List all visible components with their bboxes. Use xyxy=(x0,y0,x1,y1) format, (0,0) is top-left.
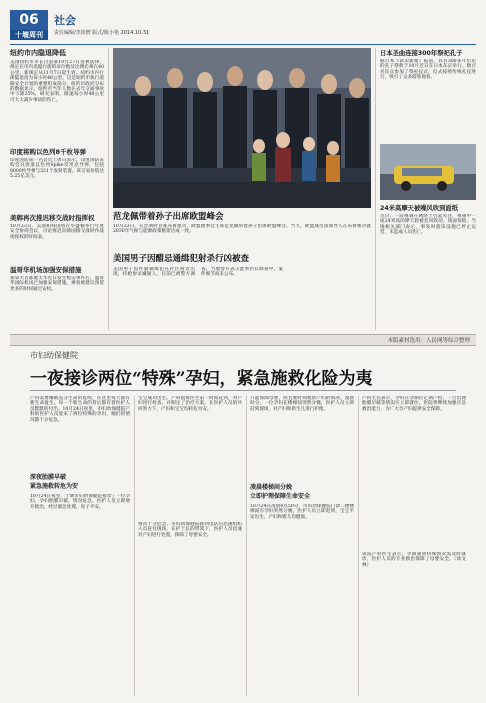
eu-summit-photo xyxy=(113,48,371,208)
masthead-rule xyxy=(10,44,476,45)
right-column-rule xyxy=(375,48,376,330)
bottom-col-3-text: 只能保障母婴，而且要时刻观察产妇的情况。凌晨时分，一位孕妇在楼梯间突然分娩，医护人员立即赶到现场，对产妇和新生儿进行护理。 xyxy=(250,396,354,412)
left-headline-4: 温哥华机场加强安保措施 xyxy=(10,266,82,274)
right-body-2: 近日，一段视频在网络上引起关注，视频中一座24米高的摩天轮被狂风吹动，场面惊险。当地相关部门表示，事发时游乐设施已停止运营，未造成人员伤亡。 xyxy=(380,214,476,236)
bottom-headline: 一夜接诊两位“特殊”孕妇，紧急施救化险为夷 xyxy=(30,369,373,389)
masthead xyxy=(10,10,476,42)
left-headline-3: 美韩再次推迟移交战时指挥权 xyxy=(10,214,95,222)
right-headline-2: 24米高摩天被噪风吹到面纸 xyxy=(380,205,459,212)
photo-caption-block xyxy=(113,210,371,254)
eu-summit-photo-art xyxy=(113,48,371,208)
bottom-col-1 xyxy=(30,396,130,696)
section-title: 社会 xyxy=(54,14,76,27)
left-news-column xyxy=(10,48,104,330)
paper-name: 十堰周刊 xyxy=(10,30,48,40)
bottom-col-1-text: 产科需要睡眠充分生命的延续，在这里每天都有新生命诞生。每一个新生命的背后都有着医护人员默默的付出。10月24日夜里，市妇幼保健院产科的医护人员迎来了两位特殊的孕妇，她们的情况都十分危急。 xyxy=(30,396,130,423)
subhead-2b: 立即护理保障生命安全 xyxy=(250,493,311,500)
bottom-rule-3 xyxy=(358,396,359,696)
bottom-kicker: 市妇幼保健院 xyxy=(30,351,78,360)
bottom-col-4-text: 产科主任表示，孕妇在孕期应定期产检，一旦出现胎膜早破等情况应立即就医。医院将继续加强应急救治能力，为广大孕产妇提供安全保障。 xyxy=(362,396,466,412)
left-body-2: 印度国防部一名官员上周日表示，印度国防采购会议批准以色列Spike反坦克导弹，包括8000枚导弹与321个发射装置。该交易价值达5.25亿美元。 xyxy=(10,158,104,180)
left-headline-2: 印度将购以色列8千枚导弹 xyxy=(10,148,87,156)
bottom-col-2-text: 宝宝成功出生。产科值班医生第一时间赶到，对产妇进行检查，并制定了治疗方案。在医护人员的共同努力下，产妇和宝宝均转危为安。 xyxy=(138,396,242,412)
main-story-block xyxy=(113,252,371,330)
photo-caption-body: 10月23日，在比利时首都布鲁塞尔，欧盟理事会主席范龙佩带着孙子出席欧盟峰会。当天，欧盟成员国领导人在布鲁塞尔就2030年气候与能源政策框架达成一致。 xyxy=(113,224,371,235)
subhead-1: 深夜胎膜早破 xyxy=(30,474,67,481)
bottom-col-3 xyxy=(250,396,354,696)
left-body-4: 加拿大首都渥太华近日发生枪击事件后，温哥华国际机场已加强安保措施，乘客被建议预留更多的时间通过安检。 xyxy=(10,276,104,292)
bottom-col-2b-text: 情况十分危急，市妇幼保健院接到电话后迅速组织人员赶往现场，在护士长的带领下，医护人员迅速对产妇进行处置，保障了母婴安全。 xyxy=(138,522,242,538)
left-body-1: 美国纽约市市长白思豪10月27日签署法律，规定在市内退隐行街的床位数及比例必须在40公里。新规定从11月7日起生效。纽约市内行街隐退改为每小时48公里。这是纽约市执行道路安全计划的重要组成部分，纽约市政府分布的数据显示，纽约市当年人数在去年交通事故中下降25%，研究表明，限速每小时48公里可大大减少事故的伤亡。 xyxy=(10,60,104,103)
bottom-rule-1 xyxy=(134,396,135,696)
bottom-col-3b-text: 10月24日凌晨4点50分，市妇幼保健院门诊二楼楼梯间有孕妇突然分娩，医护人员立即赶到，宝宝平安出生，产妇和婴儿均健康。 xyxy=(250,504,354,520)
left-headline-1: 纽约市内隐退降低 xyxy=(10,49,66,57)
source-bar xyxy=(10,334,476,346)
main-story-body: 美国男子因怀疑通缉犯在社区附近出现，持枪射杀嫌疑人，目前已被警方调查。当地警方表示此事仍在调查中，案件细节尚未公布。 xyxy=(113,267,283,278)
subhead-1b: 紧急施救转危为安 xyxy=(30,483,79,490)
bottom-col-1b-text: 10月24日夜里，十堰市妇幼保健院接诊了一位孕妇，孕妇胎膜早破，情况危急。医护人员立即展开救治，经过紧急处理，母子平安。 xyxy=(30,494,130,510)
left-body-3: 10月23日，美国和韩国将在华盛顿举行年度安全协商会议，讨论推迟向韩国移交战时作战指挥权的时间表。 xyxy=(10,224,104,240)
left-column-rule xyxy=(108,48,109,330)
taxi-photo-art xyxy=(380,144,476,200)
bottom-col-4 xyxy=(362,396,466,696)
credits-line: 责任编辑/李淡僧 版式/陈小艳 2014.10.31 xyxy=(54,30,150,36)
right-news-column xyxy=(380,48,476,330)
bottom-col-4b-text: 该院产科医生表示，孕期遇到特殊情况需及时就诊，医护人员的专业救治保障了母婴安全。（徐文林） xyxy=(362,552,466,568)
page-number: 06 xyxy=(19,12,39,28)
main-story-headline: 美国男子因醋忌通缉犯射杀行凶被查 xyxy=(113,254,250,264)
bottom-rule-2 xyxy=(246,396,247,696)
photo-caption-headline: 范龙佩带着孙子出席欧盟峰会 xyxy=(113,212,224,222)
taxi-photo xyxy=(380,144,476,200)
subhead-2: 凌晨楼梯间分娩 xyxy=(250,484,293,491)
bottom-col-2 xyxy=(138,396,242,696)
bottom-headline-rule xyxy=(30,390,456,391)
right-body-1: 据日本《读卖新闻》报道，具有300多年历史的孔子祭典于10月近日在日本东京举行。数百名民众参加了祭祀仪式，仪式按照传统礼仪进行，吸引了众多游客观看。 xyxy=(380,59,476,81)
source-bar-text: 本版素材选用：人民网等综合整理 xyxy=(387,338,470,344)
right-headline-1: 日本圣曲连接300年祭祀孔子 xyxy=(380,50,463,57)
